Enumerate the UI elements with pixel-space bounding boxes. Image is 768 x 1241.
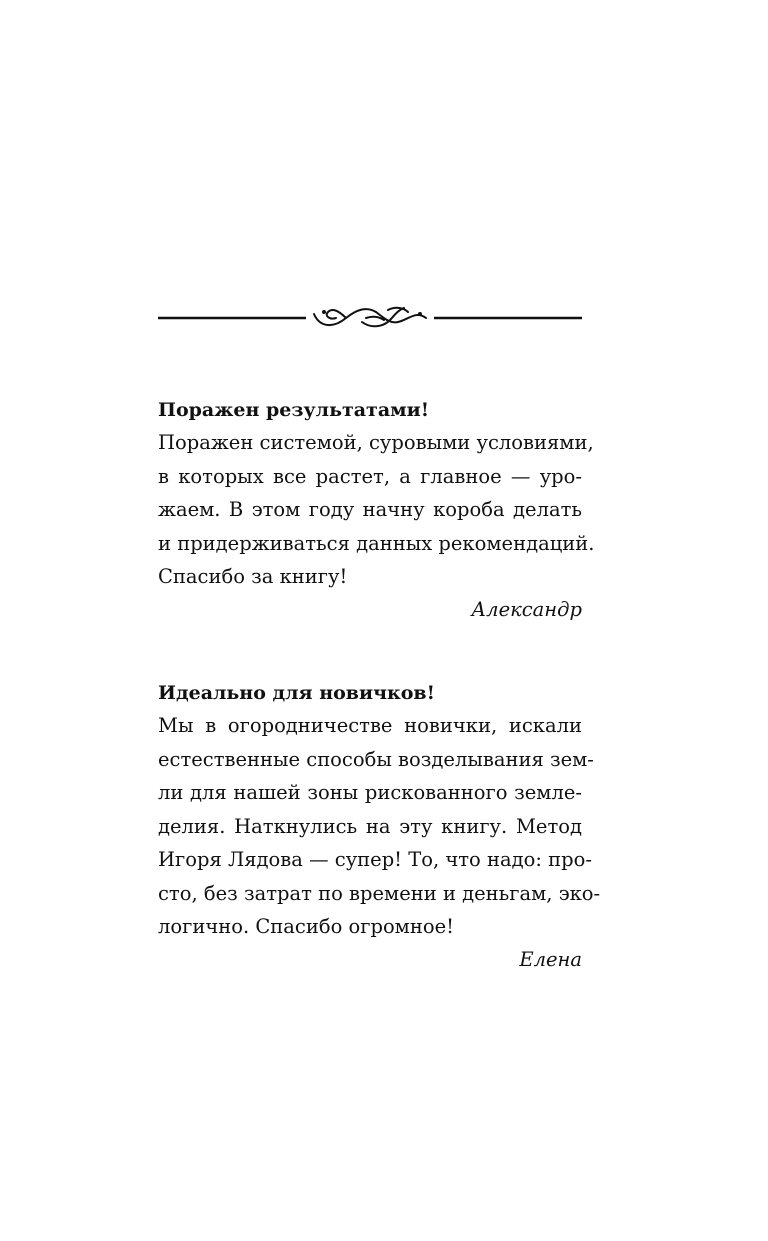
- review-text: [158, 426, 595, 594]
- review-title: Поражен результатами!: [158, 399, 430, 421]
- review-author: Александр: [471, 597, 582, 621]
- review-card: [158, 677, 601, 976]
- review-text-line: Спасибо за книгу!: [158, 565, 348, 588]
- review-title: Идеально для новичков!: [158, 682, 435, 704]
- review-text-line: в которых все растет, а главное — уро-: [158, 464, 582, 488]
- review-text-line: и придерживаться данных рекомендаций.: [158, 531, 595, 555]
- review-text-line: жаем. В этом году начну короба делать: [158, 498, 582, 521]
- review-text: [158, 709, 601, 944]
- review-text-line: делия. Наткнулись на эту книгу. Метод: [158, 814, 582, 838]
- flourish-ornament-icon: [158, 298, 582, 338]
- review-text-line: сто, без затрат по времени и деньгам, эко-: [158, 881, 601, 905]
- review-author: Елена: [519, 947, 582, 971]
- flourish-center: [314, 308, 426, 326]
- review-text-line: Мы в огородничестве новички, искали: [158, 714, 582, 737]
- review-text-line: ли для нашей зоны рискованного земле-: [158, 781, 582, 804]
- review-text-line: логично. Спасибо огромное!: [158, 915, 454, 938]
- ornamental-divider: [158, 298, 582, 338]
- review-card: [158, 394, 595, 626]
- review-text-line: естественные способы возделывания зем-: [158, 747, 594, 771]
- review-text-line: Игоря Лядова — супер! То, что надо: про-: [158, 848, 592, 871]
- review-text-line: Поражен системой, суровыми условиями,: [158, 431, 594, 454]
